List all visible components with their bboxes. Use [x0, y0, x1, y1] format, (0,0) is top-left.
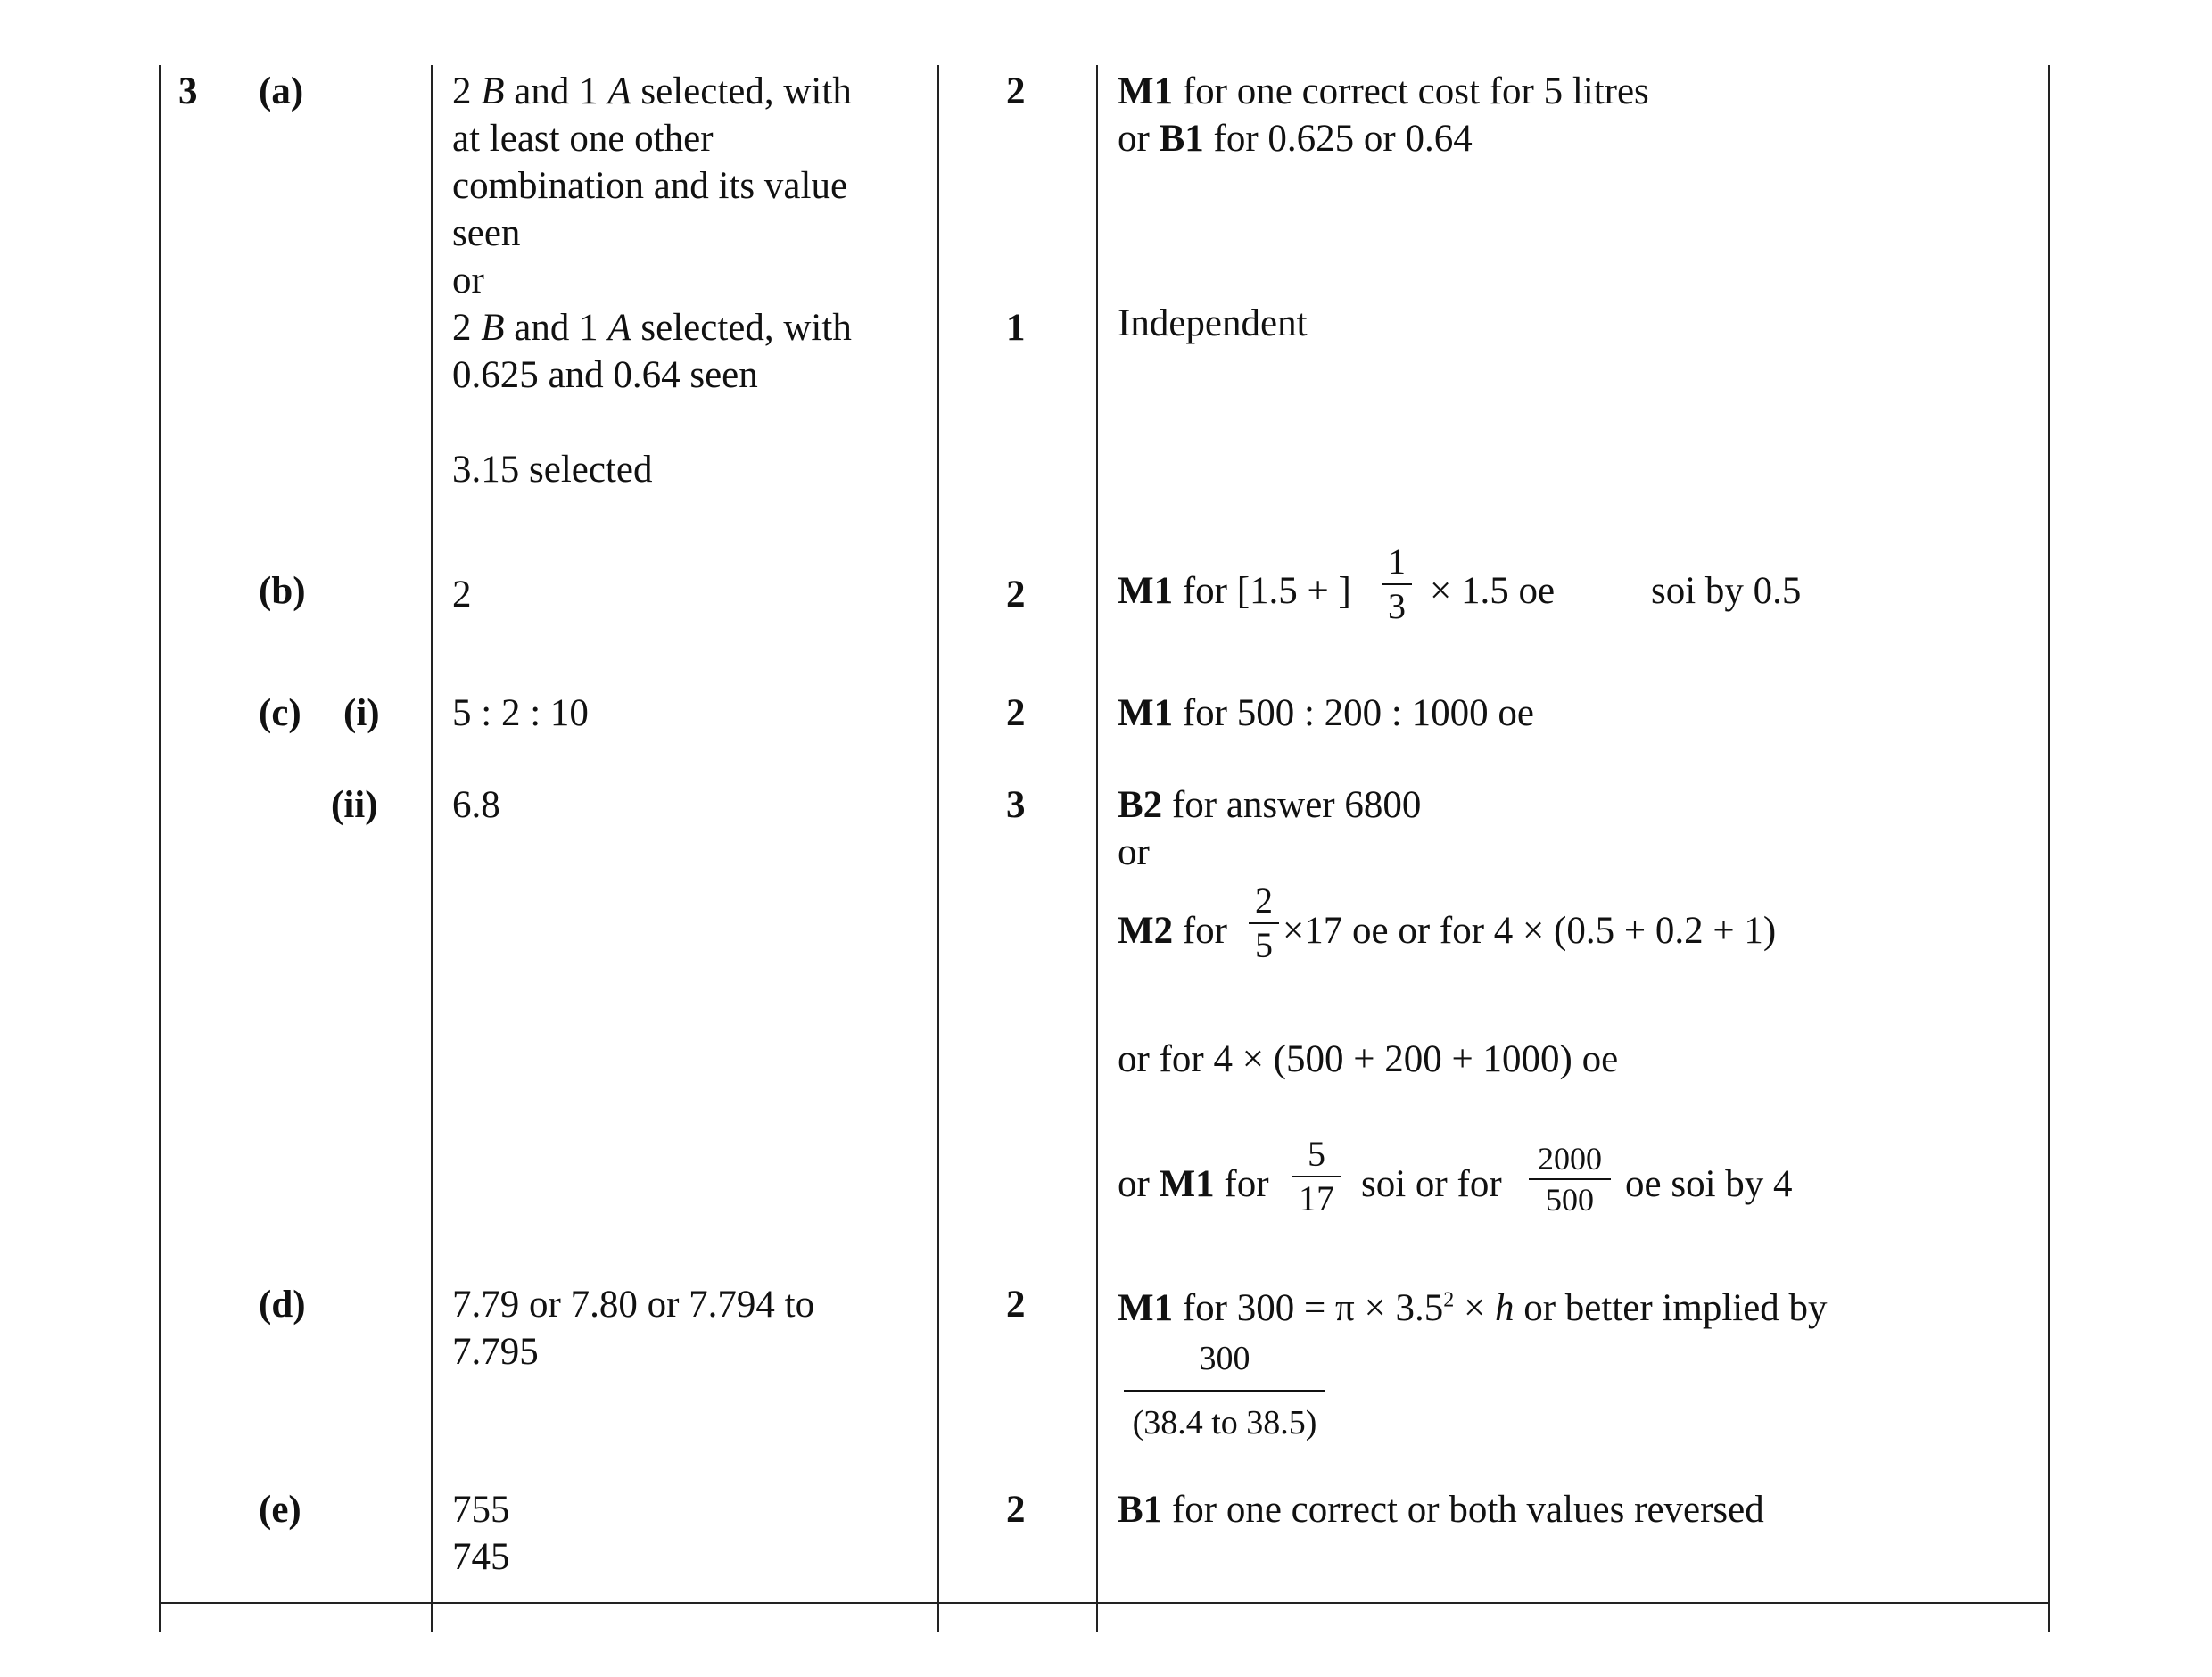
answer-d-line1: 7.79 or 7.80 or 7.794 to: [452, 1284, 815, 1326]
guidance-b-multiplier: × 1.5 oe: [1430, 570, 1556, 612]
guidance-b-fraction: [1382, 542, 1412, 626]
fraction-numerator: 1: [1388, 541, 1406, 582]
table-border-right: [2048, 65, 2050, 1632]
part-label-c-i: (i): [343, 692, 380, 734]
guidance-b-soi: soi by 0.5: [1651, 570, 1802, 612]
fraction-bar: [1382, 583, 1412, 585]
fraction-denominator: 3: [1388, 586, 1406, 626]
fraction-numerator: 2: [1255, 880, 1273, 921]
answer-a-line4: seen: [452, 212, 521, 254]
mark-e: 2: [1006, 1489, 1026, 1531]
answer-d-line2: 7.795: [452, 1331, 539, 1373]
fraction-numerator: 300: [1199, 1340, 1250, 1377]
fraction-numerator: 5: [1308, 1134, 1325, 1174]
fraction-bar: [1249, 922, 1279, 924]
part-label-c: (c): [259, 692, 301, 734]
part-label-a: (a): [259, 70, 304, 112]
question-number: 3: [178, 70, 198, 112]
mark-d: 2: [1006, 1284, 1026, 1326]
guidance-c-ii-line3-rest: ×17 oe or for 4 × (0.5 + 0.2 + 1): [1283, 910, 1777, 952]
guidance-c-ii-line1: B2 for answer 6800: [1118, 784, 1422, 826]
mark-a-1: 2: [1006, 70, 1026, 112]
mark-a-2: 1: [1006, 307, 1026, 349]
answer-a-line2: at least one other: [452, 118, 714, 160]
guidance-c-ii-fraction: [1249, 881, 1279, 965]
guidance-a-line1: M1 for one correct cost for 5 litres: [1118, 70, 1649, 112]
guidance-c-i: M1 for 500 : 200 : 1000 oe: [1118, 692, 1534, 734]
fraction-denominator: (38.4 to 38.5): [1132, 1404, 1317, 1442]
answer-a-line7: 0.625 and 0.64 seen: [452, 354, 758, 396]
part-label-d: (d): [259, 1284, 306, 1326]
table-bottom-rule: [159, 1602, 2050, 1604]
fraction-bar: [1124, 1390, 1325, 1392]
table-divider-guidance: [1096, 65, 1098, 1632]
guidance-c-ii-line3-text: M2 for: [1118, 910, 1227, 952]
answer-c-i: 5 : 2 : 10: [452, 692, 589, 734]
guidance-a-line2: or B1 for 0.625 or 0.64: [1118, 118, 1473, 160]
fraction-numerator: 2000: [1538, 1141, 1602, 1177]
answer-e-line2: 745: [452, 1536, 510, 1578]
guidance-c-ii-fraction-5-17: [1292, 1135, 1341, 1219]
guidance-d-line1: M1 for $300 = \pi \times 3.5^2 \times h$ or better implied by: [1118, 1287, 1828, 1329]
fraction-denominator: 17: [1299, 1178, 1334, 1219]
table-divider-answer: [431, 65, 433, 1632]
answer-a-line6: 2 B and 1 A selected, with: [452, 307, 852, 349]
table-border-left: [159, 65, 161, 1632]
table-divider-marks: [937, 65, 939, 1632]
fraction-denominator: 500: [1546, 1182, 1594, 1218]
fraction-denominator: 5: [1255, 925, 1273, 965]
mark-b: 2: [1006, 574, 1026, 615]
mark-c-i: 2: [1006, 692, 1026, 734]
answer-a-line8: 3.15 selected: [452, 449, 653, 491]
guidance-d-fraction: [1124, 1340, 1325, 1442]
guidance-b-text: M1 for [1.5 + ]: [1118, 570, 1351, 612]
part-label-e: (e): [259, 1489, 301, 1531]
answer-a-line3: combination and its value: [452, 165, 848, 207]
guidance-c-ii-line4: or for 4 × (500 + 200 + 1000) oe: [1118, 1038, 1619, 1080]
fraction-bar: [1292, 1176, 1341, 1177]
mark-c-ii: 3: [1006, 784, 1026, 826]
guidance-c-ii-line5-post: oe soi by 4: [1625, 1163, 1793, 1205]
fraction-bar: [1529, 1178, 1611, 1180]
answer-e-line1: 755: [452, 1489, 510, 1531]
part-label-c-ii: (ii): [331, 784, 378, 826]
guidance-c-ii-line5-mid: soi or for: [1361, 1163, 1502, 1205]
guidance-a-line3: Independent: [1118, 302, 1308, 344]
answer-a-line1: 2 B and 1 A selected, with: [452, 70, 852, 112]
guidance-c-ii-line5-text: or M1 for: [1118, 1163, 1269, 1205]
part-label-b: (b): [259, 570, 306, 612]
answer-c-ii: 6.8: [452, 784, 500, 826]
answer-a-line5: or: [452, 260, 484, 302]
guidance-e: B1 for one correct or both values reversed: [1118, 1489, 1764, 1531]
answer-b: 2: [452, 574, 472, 615]
guidance-c-ii-fraction-2000-500: [1529, 1141, 1611, 1218]
guidance-c-ii-line2: or: [1118, 831, 1150, 873]
